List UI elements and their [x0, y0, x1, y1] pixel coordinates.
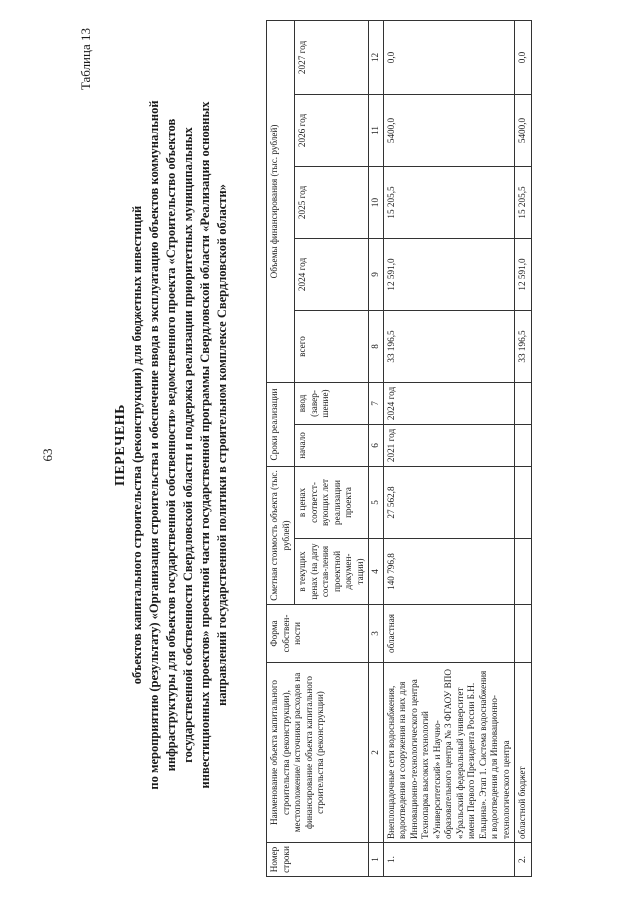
end-year [515, 382, 532, 424]
investment-table [266, 20, 532, 877]
cost-corresponding-years [515, 466, 532, 538]
funding-2027: 0,0 [383, 20, 515, 94]
column-number: 2 [369, 663, 384, 843]
object-name: областной бюджет [515, 663, 532, 843]
subtitle-line: направлений государственной политики в строительном комплексе Свердловской области» [215, 184, 229, 706]
funding-2027: 0,0 [515, 20, 532, 94]
column-number: 5 [369, 466, 384, 538]
header-2024: 2024 год [295, 238, 369, 310]
header-2025: 2025 год [295, 166, 369, 238]
header-start: начало [295, 424, 369, 466]
header-row [267, 20, 295, 876]
funding-total: 33 196,5 [383, 310, 515, 382]
subtitle-line: объектов капитального строительства (реконструкции) для бюджетных инвестиций [130, 205, 144, 685]
ownership-form [515, 605, 532, 663]
funding-2024: 12 591,0 [383, 238, 515, 310]
header-row-number: Номер строки [267, 843, 369, 877]
subtitle-line: инвестиционных проектов» проектной части государственной программы Свердловской области «Реализация основных [198, 101, 212, 789]
header-2026: 2026 год [295, 94, 369, 166]
start-year [515, 424, 532, 466]
cost-current-prices [515, 539, 532, 605]
column-number-row [369, 20, 384, 876]
header-object-name: Наименование объекта капитального строительства (реконструкции), местоположение/ источники расходов на финансирование объекта капитального строительства (реконструкции) [267, 663, 369, 843]
row-number: 1. [383, 843, 515, 877]
header-estimated-cost: Сметная стоимость объекта (тыс. рублей) [267, 466, 295, 604]
start-year: 2021 год [383, 424, 515, 466]
column-number: 3 [369, 605, 384, 663]
table-row [515, 20, 532, 876]
table-label: Таблица 13 [78, 28, 93, 91]
header-total: всего [295, 310, 369, 382]
column-number: 4 [369, 539, 384, 605]
funding-2024: 12 591,0 [515, 238, 532, 310]
cost-corresponding-years: 27 562,8 [383, 466, 515, 538]
funding-2026: 5400,0 [383, 94, 515, 166]
column-number: 7 [369, 382, 384, 424]
ownership-form: областная [383, 605, 515, 663]
column-number: 12 [369, 20, 384, 94]
column-number: 8 [369, 310, 384, 382]
header-funding-volumes: Объемы финансирования (тыс. рублей) [267, 20, 295, 382]
column-number: 1 [369, 843, 384, 877]
row-number: 2. [515, 843, 532, 877]
column-number: 10 [369, 166, 384, 238]
header-implementation-period: Сроки реализации [267, 382, 295, 466]
document-heading [112, 65, 231, 825]
funding-2025: 15 205,5 [515, 166, 532, 238]
header-cost-current-prices: в текущих ценах (на дату состав-ления проектной докумен-тации) [295, 539, 369, 605]
cost-current-prices: 140 796,8 [383, 539, 515, 605]
column-number: 6 [369, 424, 384, 466]
header-ownership-form: Форма собствен-ности [267, 605, 369, 663]
object-name: Внеплощадочные сети водоснабжения, водоотведения и сооружения на них для Инновационно-технологического центра Технопарка высоких технологий «Университетский» и Научно-образовательного центра № 3 ФГАОУ ВПО «Уральский федеральный университет имени Первого Президента России Б.Н. Ельцина». Этап 1. Система водоснабжения и водоотведения для Инновационно-технологического центра [383, 663, 515, 843]
document-title: ПЕРЕЧЕНЬ [113, 404, 128, 486]
column-number: 11 [369, 94, 384, 166]
subtitle-line: инфраструктуры для объектов государственной собственности» ведомственного проекта «Строительство объектов [164, 118, 178, 772]
funding-2025: 15 205,5 [383, 166, 515, 238]
funding-2026: 5400,0 [515, 94, 532, 166]
investment-table-wrapper [266, 21, 532, 877]
subtitle-line: государственной собственности Свердловской области и поддержка реализации приоритетных муниципальных [181, 127, 195, 763]
column-number: 9 [369, 238, 384, 310]
header-2027: 2027 год [295, 20, 369, 94]
end-year: 2024 год [383, 382, 515, 424]
header-cost-corresponding-years: в ценах соответст-вующих лет реализации проекта [295, 466, 369, 538]
table-row [383, 20, 515, 876]
subtitle-line: по мероприятию (результату) «Организация строительства и обеспечение ввода в эксплуатацию объектов коммунальной [147, 100, 161, 790]
page-number: 63 [40, 448, 55, 462]
funding-total: 33 196,5 [515, 310, 532, 382]
header-commissioning: ввод (завер-шение) [295, 382, 369, 424]
